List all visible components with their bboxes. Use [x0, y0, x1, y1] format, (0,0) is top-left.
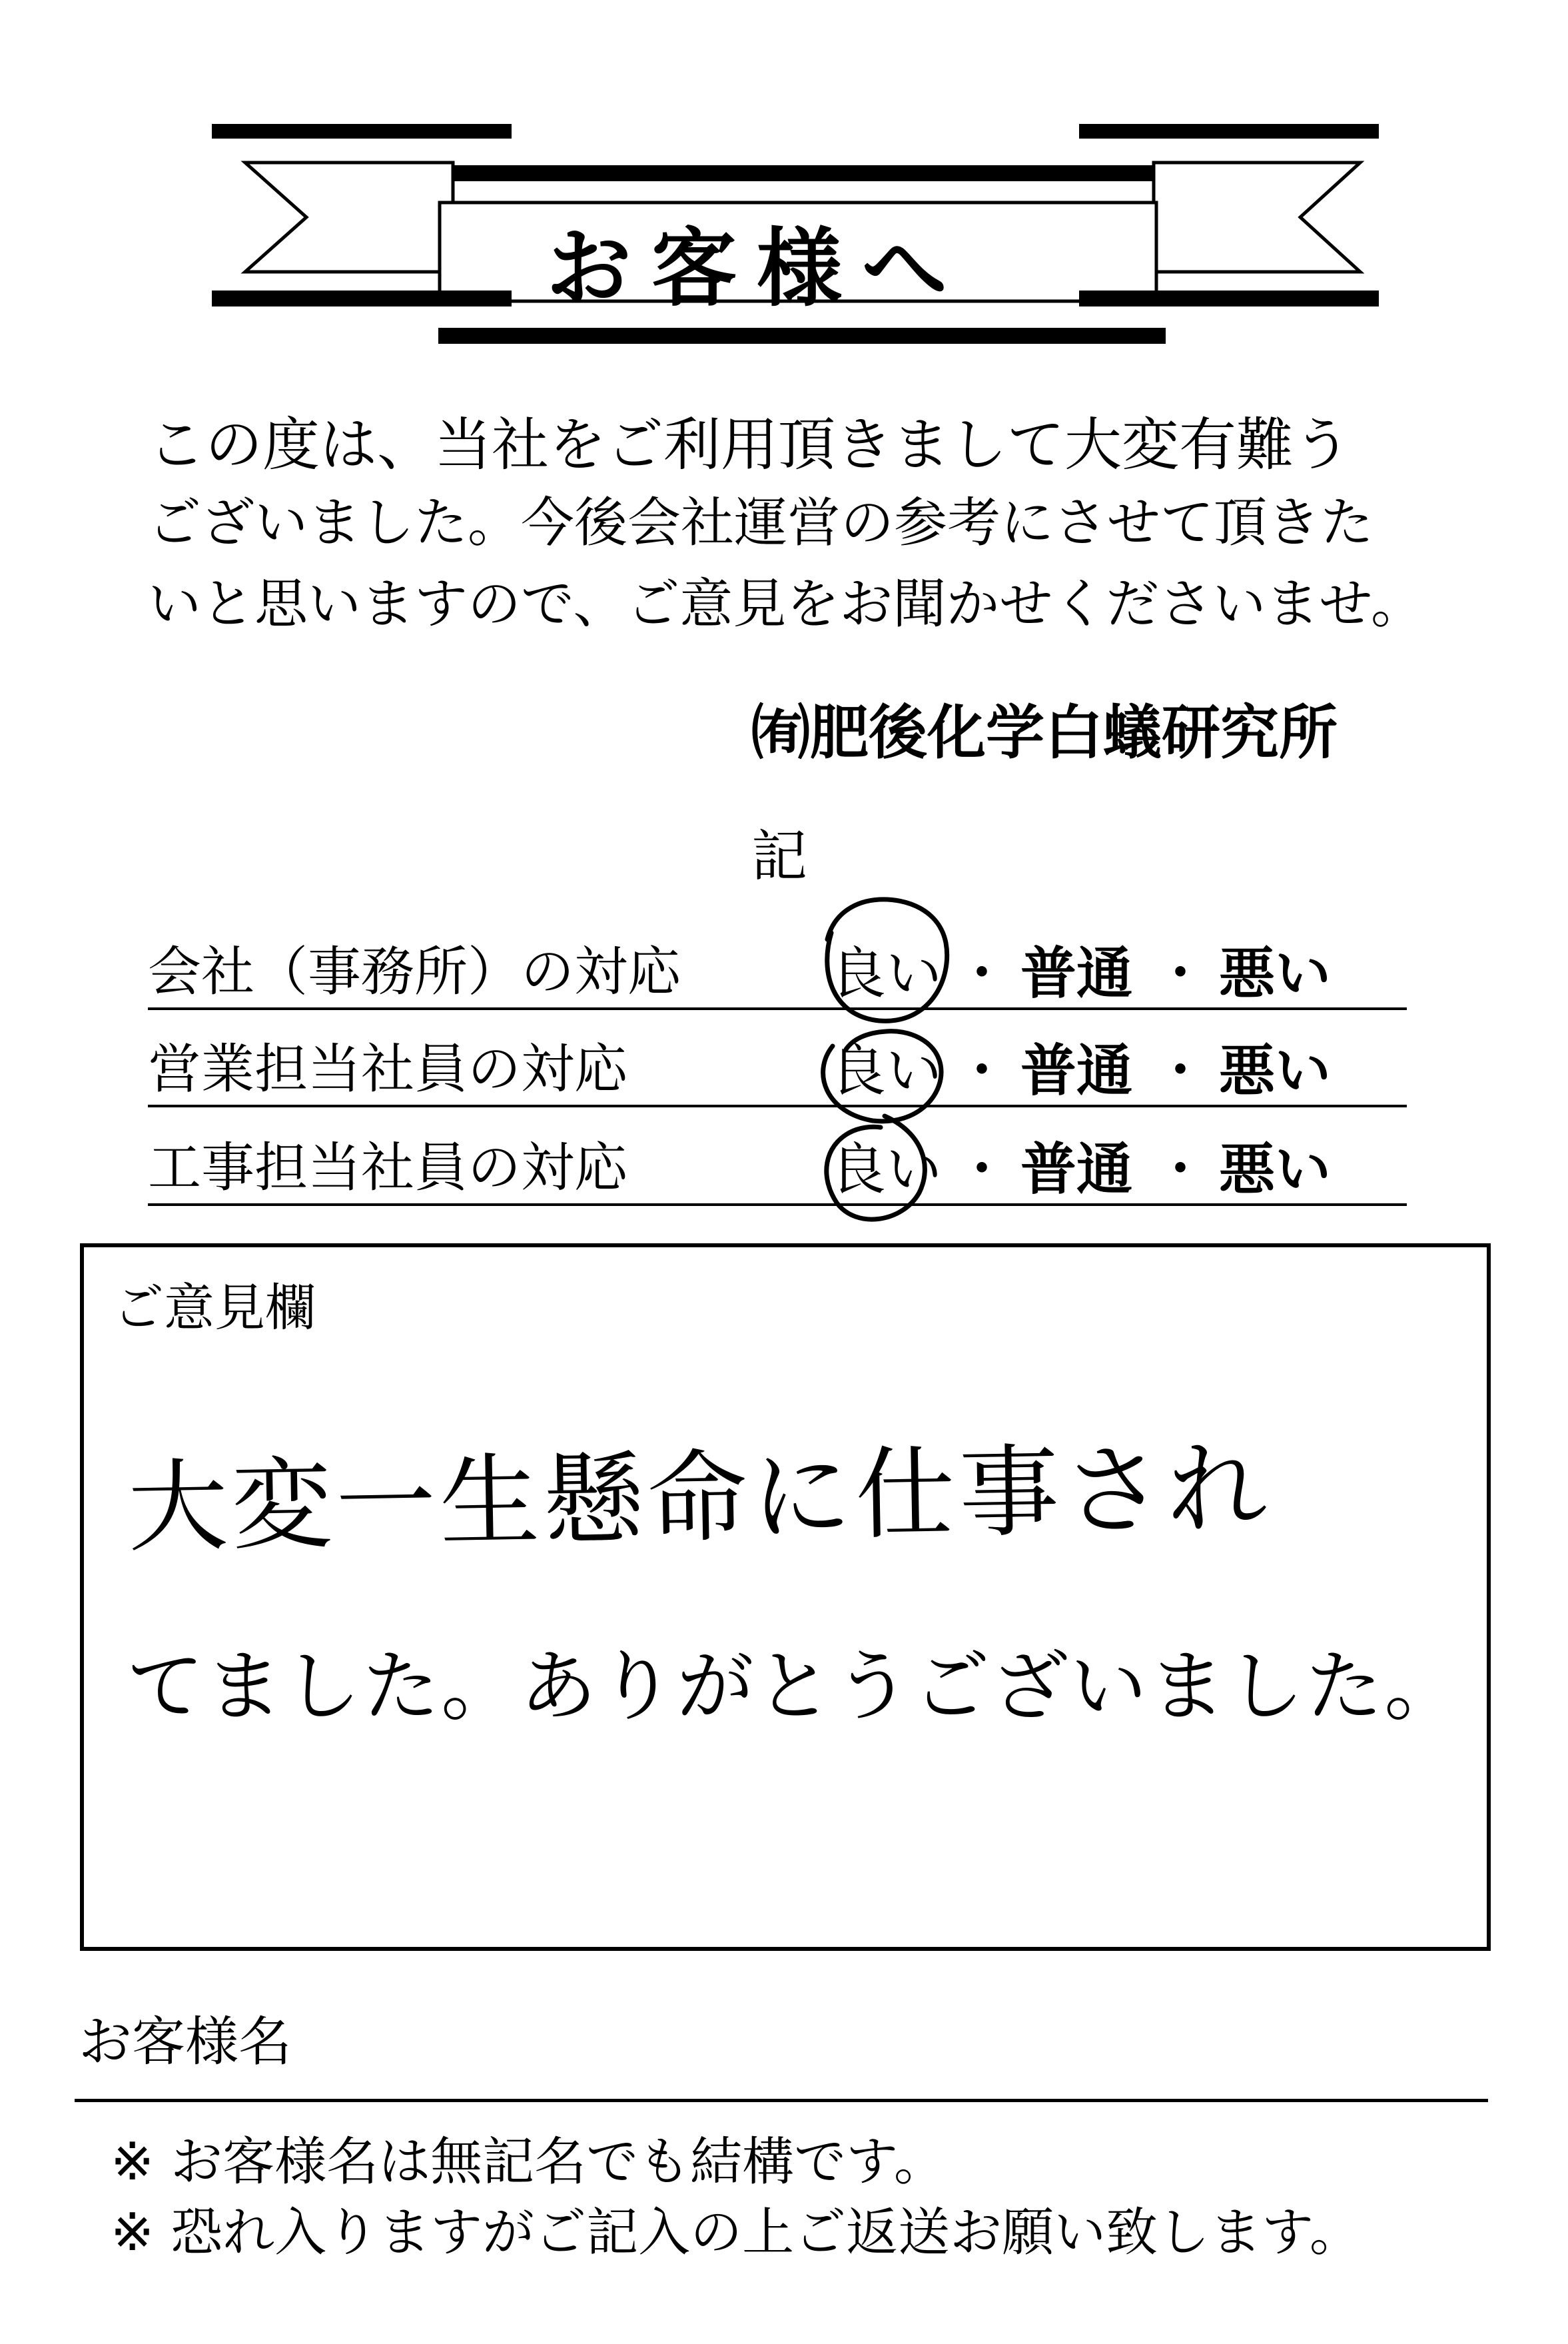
rating-option-bad[interactable]: 悪い: [1219, 1038, 1332, 1103]
rating-separator: ・: [1152, 1137, 1209, 1202]
rating-separator: ・: [954, 941, 1010, 1006]
selection-circle-row-2: [823, 1031, 941, 1121]
rating-option-good[interactable]: 良い: [830, 1038, 943, 1103]
handwritten-comment-line-2: てました。ありがとうございました。: [127, 1642, 1463, 1732]
rating-option-bad[interactable]: 悪い: [1219, 941, 1332, 1006]
rating-separator: ・: [954, 1137, 1010, 1202]
rating-row-label: 工事担当社員の対応: [148, 1137, 627, 1199]
rating-row-divider: [148, 1105, 1407, 1107]
intro-line-3: いと思いますので、ご意見をお聞かせくださいませ。: [148, 573, 1424, 635]
note-anonymous: ※ お客様名は無記名でも結構です。: [111, 2132, 946, 2192]
intro-line-2: ございました。今後会社運営の参考にさせて頂きた: [148, 492, 1373, 554]
company-name: ㈲肥後化学白蟻研究所: [751, 698, 1338, 767]
note-return-request: ※ 恐れ入りますがご記入の上ご返送お願い致します。: [111, 2203, 1362, 2263]
rating-row-divider: [148, 1007, 1407, 1010]
rating-row-divider: [148, 1203, 1407, 1206]
rating-separator: ・: [1152, 1038, 1209, 1103]
rating-separator: ・: [954, 1038, 1010, 1103]
handwritten-comment-line-1: 大変一生懸命に仕事され: [127, 1431, 1272, 1566]
opinion-box[interactable]: [80, 1243, 1491, 1951]
rating-separator: ・: [1152, 941, 1209, 1006]
selection-circle-row-3: [827, 1116, 925, 1219]
customer-name-label: お客様名: [79, 2011, 292, 2073]
page-title: お客様へ: [546, 219, 968, 318]
customer-name-field[interactable]: [75, 2092, 1488, 2099]
opinion-label: ご意見欄: [113, 1278, 316, 1337]
ki-heading: 記: [751, 824, 808, 889]
selection-circle-row-1: [827, 899, 947, 1021]
rating-option-good[interactable]: 良い: [830, 1137, 943, 1202]
rating-option-normal[interactable]: 普通: [1020, 1137, 1133, 1202]
selection-circle-marks: [793, 879, 966, 1239]
customer-name-underline: [75, 2099, 1488, 2102]
rating-row-label: 営業担当社員の対応: [148, 1038, 627, 1100]
rating-option-normal[interactable]: 普通: [1020, 1038, 1133, 1103]
intro-line-1: この度は、当社をご利用頂きまして大変有難う: [148, 412, 1351, 478]
rating-option-good[interactable]: 良い: [830, 941, 943, 1006]
rating-option-bad[interactable]: 悪い: [1219, 1137, 1332, 1202]
rating-row-label: 会社（事務所）の対応: [148, 941, 681, 1003]
rating-option-normal[interactable]: 普通: [1020, 941, 1133, 1006]
